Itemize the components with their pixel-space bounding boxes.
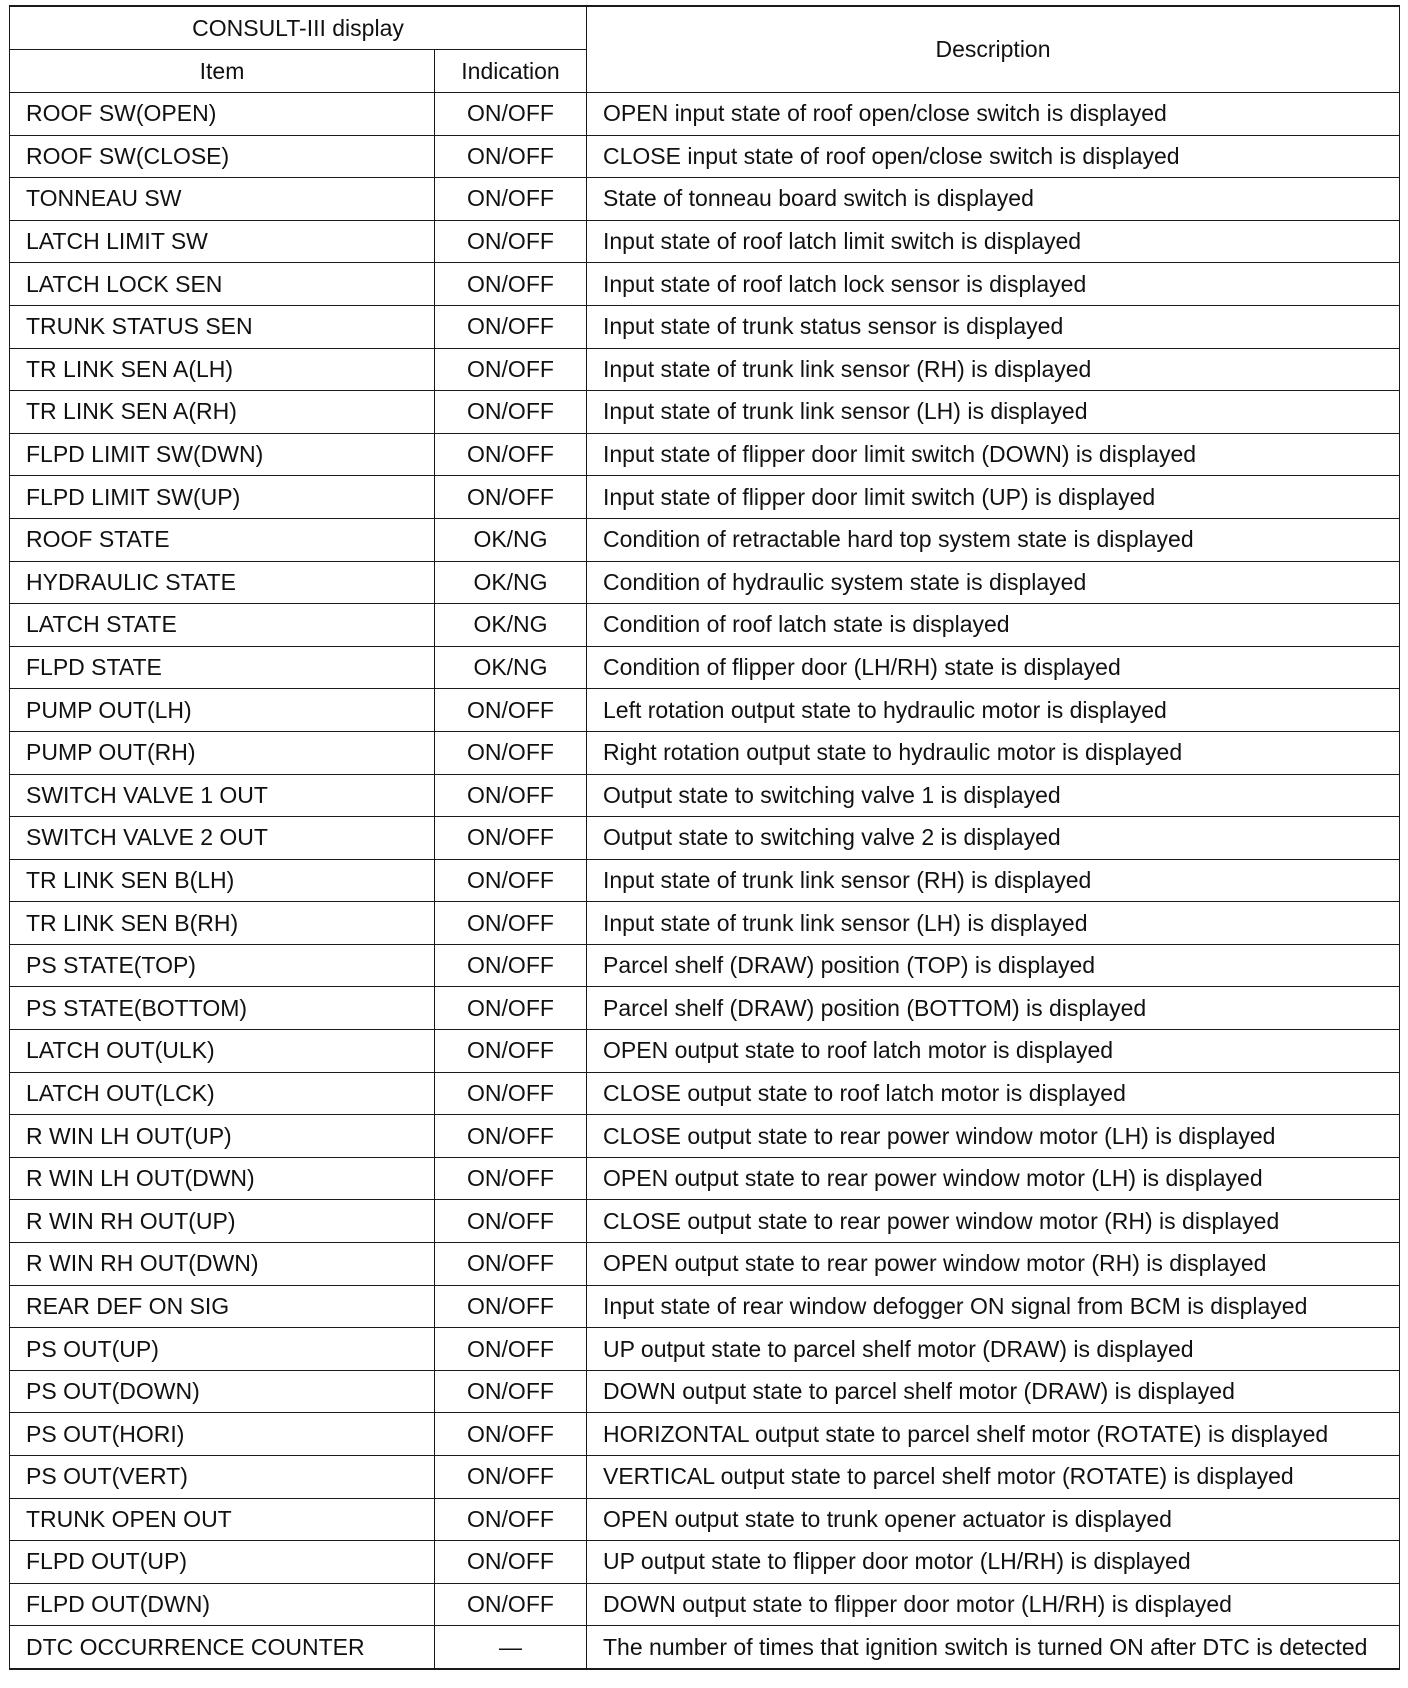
- ind-cell: ON/OFF: [435, 476, 587, 519]
- desc-cell: Condition of flipper door (LH/RH) state is displayed: [587, 646, 1400, 689]
- table-row: [10, 1285, 1400, 1328]
- table-row: [10, 1583, 1400, 1626]
- desc-cell: OPEN input state of roof open/close switch is displayed: [587, 93, 1400, 136]
- ind-cell: ON/OFF: [435, 220, 587, 263]
- item-cell: LATCH LOCK SEN: [10, 263, 435, 306]
- desc-cell: Right rotation output state to hydraulic motor is displayed: [587, 731, 1400, 774]
- table-row: [10, 1328, 1400, 1371]
- table-row: [10, 518, 1400, 561]
- header-row-group: [10, 6, 1400, 50]
- item-cell: PS OUT(VERT): [10, 1456, 435, 1499]
- table-row: [10, 93, 1400, 136]
- item-cell: FLPD OUT(DWN): [10, 1583, 435, 1626]
- ind-cell: ON/OFF: [435, 987, 587, 1030]
- ind-cell: ON/OFF: [435, 1328, 587, 1371]
- table-row: [10, 944, 1400, 987]
- header-indication: Indication: [435, 50, 587, 93]
- ind-cell: ON/OFF: [435, 1285, 587, 1328]
- desc-cell: UP output state to flipper door motor (LH/RH) is displayed: [587, 1541, 1400, 1584]
- table-row: [10, 305, 1400, 348]
- table-row: [10, 1541, 1400, 1584]
- item-cell: ROOF SW(CLOSE): [10, 135, 435, 178]
- desc-cell: OPEN output state to rear power window motor (LH) is displayed: [587, 1157, 1400, 1200]
- desc-cell: Condition of hydraulic system state is displayed: [587, 561, 1400, 604]
- desc-cell: Input state of roof latch limit switch is displayed: [587, 220, 1400, 263]
- item-cell: LATCH LIMIT SW: [10, 220, 435, 263]
- ind-cell: ON/OFF: [435, 1498, 587, 1541]
- desc-cell: OPEN output state to roof latch motor is displayed: [587, 1030, 1400, 1073]
- table-row: [10, 1115, 1400, 1158]
- desc-cell: Input state of flipper door limit switch (DOWN) is displayed: [587, 433, 1400, 476]
- table-row: [10, 859, 1400, 902]
- ind-cell: ON/OFF: [435, 731, 587, 774]
- table-row: [10, 817, 1400, 860]
- table-row: [10, 561, 1400, 604]
- ind-cell: OK/NG: [435, 518, 587, 561]
- table-row: [10, 731, 1400, 774]
- table-row: [10, 178, 1400, 221]
- ind-cell: ON/OFF: [435, 689, 587, 732]
- table-row: [10, 1413, 1400, 1456]
- desc-cell: Output state to switching valve 1 is displayed: [587, 774, 1400, 817]
- ind-cell: ON/OFF: [435, 1583, 587, 1626]
- item-cell: SWITCH VALVE 1 OUT: [10, 774, 435, 817]
- table-header: [10, 6, 1400, 93]
- ind-cell: ON/OFF: [435, 1200, 587, 1243]
- ind-cell: ON/OFF: [435, 433, 587, 476]
- item-cell: R WIN RH OUT(DWN): [10, 1243, 435, 1286]
- item-cell: ROOF SW(OPEN): [10, 93, 435, 136]
- desc-cell: Input state of roof latch lock sensor is displayed: [587, 263, 1400, 306]
- item-cell: LATCH STATE: [10, 604, 435, 647]
- desc-cell: The number of times that ignition switch is turned ON after DTC is detected: [587, 1626, 1400, 1669]
- table-row: [10, 1498, 1400, 1541]
- table-row: [10, 1370, 1400, 1413]
- table-row: [10, 135, 1400, 178]
- ind-cell: ON/OFF: [435, 1072, 587, 1115]
- item-cell: PS OUT(UP): [10, 1328, 435, 1371]
- table-row: [10, 391, 1400, 434]
- desc-cell: Left rotation output state to hydraulic motor is displayed: [587, 689, 1400, 732]
- ind-cell: ON/OFF: [435, 305, 587, 348]
- item-cell: R WIN RH OUT(UP): [10, 1200, 435, 1243]
- ind-cell: —: [435, 1626, 587, 1669]
- desc-cell: DOWN output state to parcel shelf motor (DRAW) is displayed: [587, 1370, 1400, 1413]
- ind-cell: ON/OFF: [435, 1456, 587, 1499]
- item-cell: TRUNK OPEN OUT: [10, 1498, 435, 1541]
- table-row: [10, 987, 1400, 1030]
- item-cell: PUMP OUT(RH): [10, 731, 435, 774]
- ind-cell: ON/OFF: [435, 1243, 587, 1286]
- item-cell: PUMP OUT(LH): [10, 689, 435, 732]
- ind-cell: ON/OFF: [435, 944, 587, 987]
- item-cell: PS STATE(BOTTOM): [10, 987, 435, 1030]
- item-cell: FLPD STATE: [10, 646, 435, 689]
- ind-cell: ON/OFF: [435, 1157, 587, 1200]
- table-row: [10, 1157, 1400, 1200]
- ind-cell: ON/OFF: [435, 817, 587, 860]
- table-row: [10, 902, 1400, 945]
- ind-cell: ON/OFF: [435, 859, 587, 902]
- item-cell: TR LINK SEN A(LH): [10, 348, 435, 391]
- desc-cell: DOWN output state to flipper door motor (LH/RH) is displayed: [587, 1583, 1400, 1626]
- table-row: [10, 1456, 1400, 1499]
- table-row: [10, 1030, 1400, 1073]
- consult-display-table: [9, 5, 1400, 1670]
- desc-cell: Input state of trunk link sensor (RH) is displayed: [587, 859, 1400, 902]
- table-row: [10, 646, 1400, 689]
- ind-cell: OK/NG: [435, 561, 587, 604]
- ind-cell: ON/OFF: [435, 774, 587, 817]
- table-row: [10, 476, 1400, 519]
- desc-cell: Input state of trunk link sensor (LH) is displayed: [587, 902, 1400, 945]
- ind-cell: ON/OFF: [435, 178, 587, 221]
- header-consult-display: CONSULT-III display: [10, 6, 587, 50]
- table-row: [10, 689, 1400, 732]
- item-cell: PS OUT(DOWN): [10, 1370, 435, 1413]
- table-body: [10, 93, 1400, 1669]
- item-cell: PS OUT(HORI): [10, 1413, 435, 1456]
- item-cell: TR LINK SEN A(RH): [10, 391, 435, 434]
- ind-cell: ON/OFF: [435, 391, 587, 434]
- ind-cell: ON/OFF: [435, 1030, 587, 1073]
- table-row: [10, 774, 1400, 817]
- item-cell: REAR DEF ON SIG: [10, 1285, 435, 1328]
- ind-cell: ON/OFF: [435, 135, 587, 178]
- desc-cell: Condition of roof latch state is displayed: [587, 604, 1400, 647]
- desc-cell: Input state of trunk link sensor (RH) is displayed: [587, 348, 1400, 391]
- desc-cell: CLOSE input state of roof open/close switch is displayed: [587, 135, 1400, 178]
- ind-cell: ON/OFF: [435, 93, 587, 136]
- table-row: [10, 220, 1400, 263]
- desc-cell: OPEN output state to trunk opener actuator is displayed: [587, 1498, 1400, 1541]
- desc-cell: VERTICAL output state to parcel shelf motor (ROTATE) is displayed: [587, 1456, 1400, 1499]
- item-cell: R WIN LH OUT(DWN): [10, 1157, 435, 1200]
- desc-cell: Output state to switching valve 2 is displayed: [587, 817, 1400, 860]
- item-cell: TRUNK STATUS SEN: [10, 305, 435, 348]
- item-cell: SWITCH VALVE 2 OUT: [10, 817, 435, 860]
- ind-cell: ON/OFF: [435, 1413, 587, 1456]
- item-cell: FLPD LIMIT SW(UP): [10, 476, 435, 519]
- desc-cell: State of tonneau board switch is displayed: [587, 178, 1400, 221]
- desc-cell: Input state of flipper door limit switch (UP) is displayed: [587, 476, 1400, 519]
- ind-cell: ON/OFF: [435, 348, 587, 391]
- ind-cell: OK/NG: [435, 646, 587, 689]
- desc-cell: OPEN output state to rear power window motor (RH) is displayed: [587, 1243, 1400, 1286]
- item-cell: TR LINK SEN B(LH): [10, 859, 435, 902]
- item-cell: FLPD LIMIT SW(DWN): [10, 433, 435, 476]
- table-row: [10, 1072, 1400, 1115]
- table-row: [10, 1243, 1400, 1286]
- table-row: [10, 1200, 1400, 1243]
- desc-cell: CLOSE output state to rear power window motor (RH) is displayed: [587, 1200, 1400, 1243]
- desc-cell: Input state of rear window defogger ON signal from BCM is displayed: [587, 1285, 1400, 1328]
- item-cell: HYDRAULIC STATE: [10, 561, 435, 604]
- header-description: Description: [587, 6, 1400, 93]
- desc-cell: Parcel shelf (DRAW) position (TOP) is displayed: [587, 944, 1400, 987]
- table-row: [10, 604, 1400, 647]
- desc-cell: UP output state to parcel shelf motor (DRAW) is displayed: [587, 1328, 1400, 1371]
- header-item: Item: [10, 50, 435, 93]
- desc-cell: Input state of trunk link sensor (LH) is displayed: [587, 391, 1400, 434]
- desc-cell: Input state of trunk status sensor is displayed: [587, 305, 1400, 348]
- item-cell: TONNEAU SW: [10, 178, 435, 221]
- desc-cell: CLOSE output state to rear power window motor (LH) is displayed: [587, 1115, 1400, 1158]
- item-cell: TR LINK SEN B(RH): [10, 902, 435, 945]
- ind-cell: ON/OFF: [435, 263, 587, 306]
- ind-cell: OK/NG: [435, 604, 587, 647]
- ind-cell: ON/OFF: [435, 1115, 587, 1158]
- table-row: [10, 263, 1400, 306]
- item-cell: PS STATE(TOP): [10, 944, 435, 987]
- item-cell: R WIN LH OUT(UP): [10, 1115, 435, 1158]
- desc-cell: Condition of retractable hard top system state is displayed: [587, 518, 1400, 561]
- ind-cell: ON/OFF: [435, 1370, 587, 1413]
- table-row: [10, 1626, 1400, 1669]
- item-cell: DTC OCCURRENCE COUNTER: [10, 1626, 435, 1669]
- item-cell: LATCH OUT(ULK): [10, 1030, 435, 1073]
- ind-cell: ON/OFF: [435, 902, 587, 945]
- item-cell: LATCH OUT(LCK): [10, 1072, 435, 1115]
- ind-cell: ON/OFF: [435, 1541, 587, 1584]
- desc-cell: Parcel shelf (DRAW) position (BOTTOM) is displayed: [587, 987, 1400, 1030]
- item-cell: FLPD OUT(UP): [10, 1541, 435, 1584]
- desc-cell: HORIZONTAL output state to parcel shelf motor (ROTATE) is displayed: [587, 1413, 1400, 1456]
- item-cell: ROOF STATE: [10, 518, 435, 561]
- table-row: [10, 433, 1400, 476]
- desc-cell: CLOSE output state to roof latch motor is displayed: [587, 1072, 1400, 1115]
- table-row: [10, 348, 1400, 391]
